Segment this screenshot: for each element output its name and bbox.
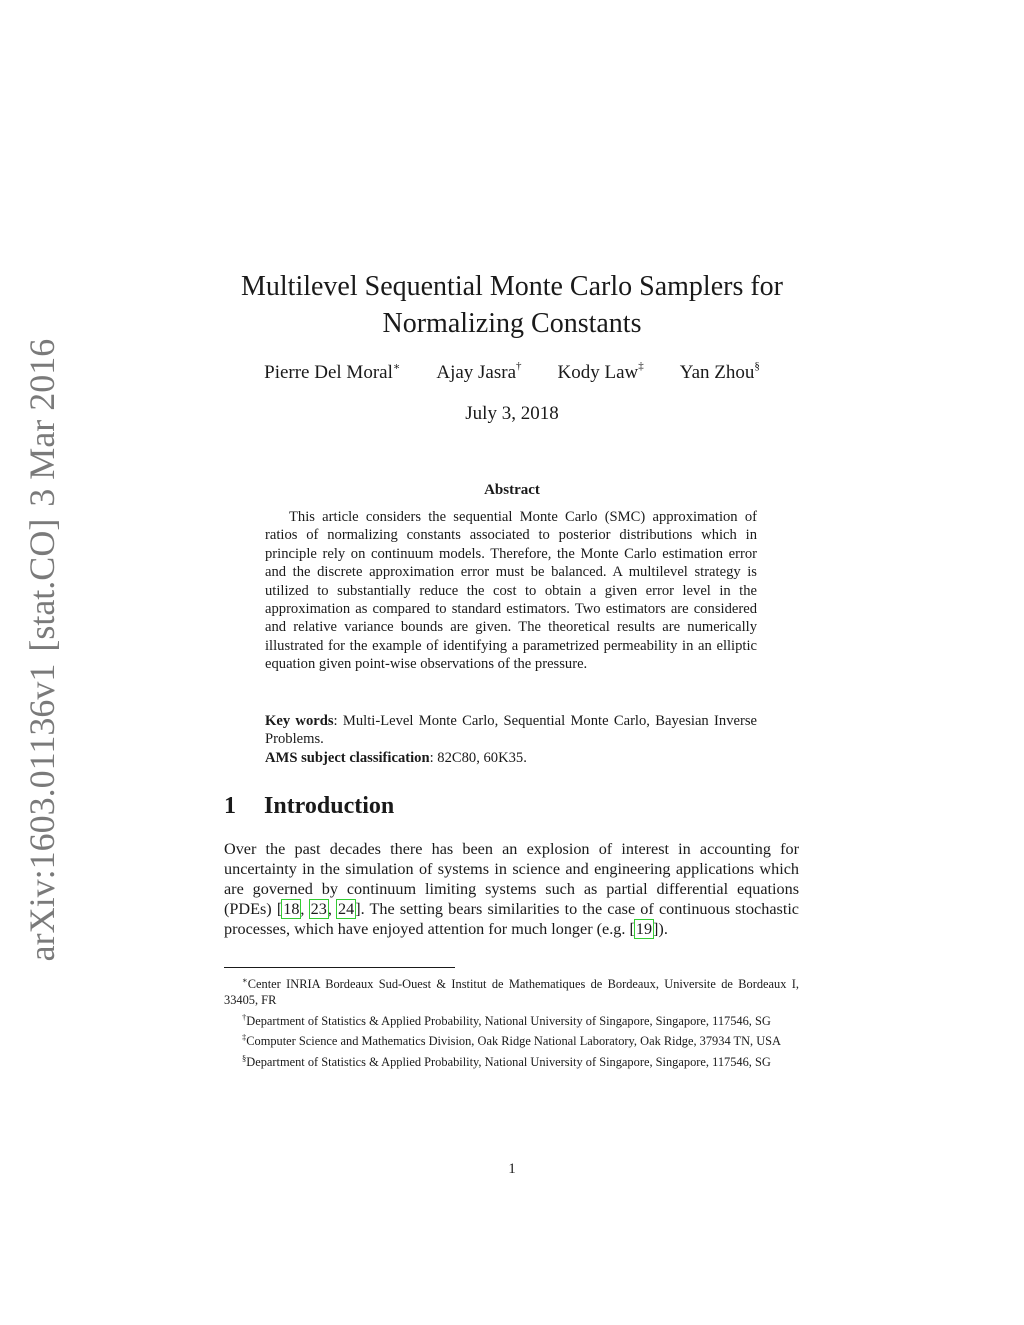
footnote: †Department of Statistics & Applied Probability, National University of Singapore, Singapore, 117546, SG	[242, 1011, 771, 1028]
footnote: ∗Center INRIA Bordeaux Sud-Ouest & Institut de Mathematiques de Bordeaux, Universite de Bordeaux I, 33405, FR	[224, 975, 799, 1008]
arxiv-id: arXiv:1603.01136v1	[22, 663, 62, 962]
keywords-label: Key words	[265, 713, 334, 729]
author: Yan Zhou§	[679, 360, 760, 383]
title-line-2: Normalizing Constants	[382, 308, 642, 339]
footnote: §Department of Statistics & Applied Probability, National University of Singapore, Singapore, 117546, SG	[242, 1052, 771, 1069]
author-footnote-mark[interactable]: †	[516, 360, 522, 372]
paper-title	[200, 268, 824, 342]
title-line-1: Multilevel Sequential Monte Carlo Samplers for	[240, 271, 783, 302]
page-number: 1	[508, 1161, 516, 1177]
ams-text: : 82C80, 60K35.	[429, 749, 527, 766]
footnote-divider	[224, 967, 455, 968]
section-heading-introduction	[224, 793, 394, 820]
citation-link[interactable]: 23	[310, 900, 327, 918]
abstract-text: This article considers the sequential Monte Carlo (SMC) approximation of ratios of normalizing constants associated to posterior distributions which in principle rely on continuum models. Therefore, the Monte Carlo estimation error and the discrete approximation error must be balanced. A multilevel strategy is utilized to substantially reduce the cost to obtain a given error level in the approximation as compared to standard estimators. Two estimators are considered and relative variance bounds are given. The theoretical results are numerically illustrated for the example of identifying a parametrized permeability in an elliptic equation given point-wise observations of the pressure.	[265, 509, 757, 673]
arxiv-identifier-stamp	[17, 330, 67, 970]
citation-link[interactable]: 24	[338, 900, 355, 918]
author: Ajay Jasra†	[436, 360, 522, 383]
author: Pierre Del Moral∗	[264, 361, 401, 383]
paper-date: July 3, 2018	[465, 403, 559, 424]
author-list	[200, 362, 824, 384]
author-footnote-mark[interactable]: §	[754, 360, 760, 372]
section-title: Introduction	[264, 793, 395, 819]
section-number: 1	[224, 793, 236, 819]
arxiv-category: [stat.CO]	[22, 518, 62, 652]
citation-link[interactable]: 19	[635, 920, 653, 938]
introduction-paragraph: Over the past decades there has been an explosion of interest in accounting for uncertainty in the simulation of systems in science and engineering applications which are governed by continuum limiting systems such as partial differential equations (PDEs) [18, 23, 24]. The setting bears similarities to the case of continuous stochastic processes, which have enjoyed attention for much longer (e.g. [19]).	[224, 840, 799, 938]
author-footnote-mark[interactable]: ‡	[638, 360, 644, 372]
author-footnote-mark[interactable]: ∗	[392, 361, 401, 373]
abstract-heading: Abstract	[484, 482, 540, 498]
keywords-text: : Multi-Level Monte Carlo, Sequential Monte Carlo, Bayesian Inverse Problems.	[265, 713, 757, 748]
footnote: ‡Computer Science and Mathematics Division, Oak Ridge National Laboratory, Oak Ridge, 37934 TN, USA	[242, 1032, 782, 1049]
keywords-line	[265, 712, 757, 749]
author: Kody Law‡	[557, 360, 644, 383]
footnotes	[224, 972, 799, 1070]
citation-link[interactable]: 18	[283, 900, 300, 918]
keywords-block	[265, 712, 757, 767]
ams-classification-line	[265, 749, 757, 767]
ams-label: AMS subject classification	[265, 749, 430, 766]
arxiv-date: 3 Mar 2016	[22, 338, 62, 507]
